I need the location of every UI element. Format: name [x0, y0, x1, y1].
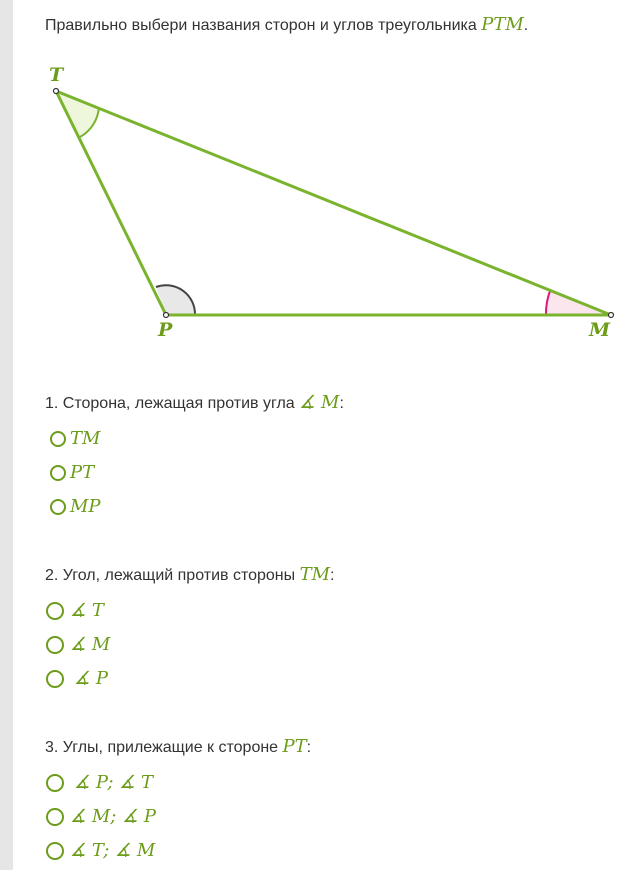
q3-option-2[interactable]	[46, 806, 156, 827]
radio-button[interactable]	[50, 499, 66, 515]
option-label: ∡ P	[74, 668, 108, 689]
q3-option-3[interactable]	[46, 840, 155, 861]
radio-button[interactable]	[46, 670, 64, 688]
triangle-figure	[0, 50, 637, 400]
radio-button[interactable]	[46, 774, 64, 792]
radio-button[interactable]	[46, 602, 64, 620]
question-1-text: 1. Сторона, лежащая против угла	[45, 395, 295, 412]
q1-option-2[interactable]	[50, 462, 94, 483]
question-1-suffix: :	[339, 395, 344, 412]
option-label: ∡ M; ∡ P	[70, 806, 157, 827]
q1-option-1[interactable]	[50, 428, 100, 449]
option-label: ∡ T	[70, 600, 104, 621]
radio-button[interactable]	[46, 842, 64, 860]
option-label: ∡ M	[70, 634, 111, 655]
question-2-text: 2. Угол, лежащий против стороны	[45, 567, 296, 584]
vertex-m	[609, 313, 614, 318]
option-label: ∡ T; ∡ M	[70, 840, 156, 861]
angle-t-fill	[56, 91, 99, 138]
question-2-suffix: :	[330, 567, 335, 584]
question-1	[45, 392, 344, 413]
label-t: T	[49, 64, 64, 86]
q2-option-3[interactable]	[46, 668, 108, 689]
question-1-math: ∡ M	[299, 392, 340, 413]
instruction-text: Правильно выбери названия сторон и углов треугольника	[45, 17, 477, 34]
radio-button[interactable]	[50, 465, 66, 481]
q1-option-3[interactable]	[50, 496, 101, 517]
question-3-suffix: :	[306, 739, 312, 756]
option-label: ∡ P; ∡ T	[74, 772, 153, 793]
option-label: MP	[70, 496, 101, 517]
q2-option-2[interactable]	[46, 634, 110, 655]
triangle-name: PTM	[481, 14, 524, 35]
option-label: TM	[70, 428, 101, 449]
q3-option-1[interactable]	[46, 772, 153, 793]
question-2-math: TM	[299, 564, 331, 585]
radio-button[interactable]	[46, 636, 64, 654]
angle-p-fill	[156, 285, 195, 315]
instruction-period: .	[523, 17, 529, 34]
question-2	[45, 564, 334, 585]
radio-button[interactable]	[50, 431, 66, 447]
radio-button[interactable]	[46, 808, 64, 826]
question-3	[45, 736, 311, 757]
vertex-t	[54, 89, 59, 94]
instruction	[45, 14, 528, 35]
q2-option-1[interactable]	[46, 600, 104, 621]
vertex-p	[164, 313, 169, 318]
question-3-math: PT	[282, 736, 307, 757]
side-tm	[56, 91, 611, 315]
label-m: M	[589, 319, 611, 341]
option-label: PT	[70, 462, 95, 483]
label-p: P	[158, 319, 173, 341]
question-3-text: 3. Углы, прилежащие к стороне	[45, 739, 279, 756]
side-tp	[56, 91, 166, 315]
